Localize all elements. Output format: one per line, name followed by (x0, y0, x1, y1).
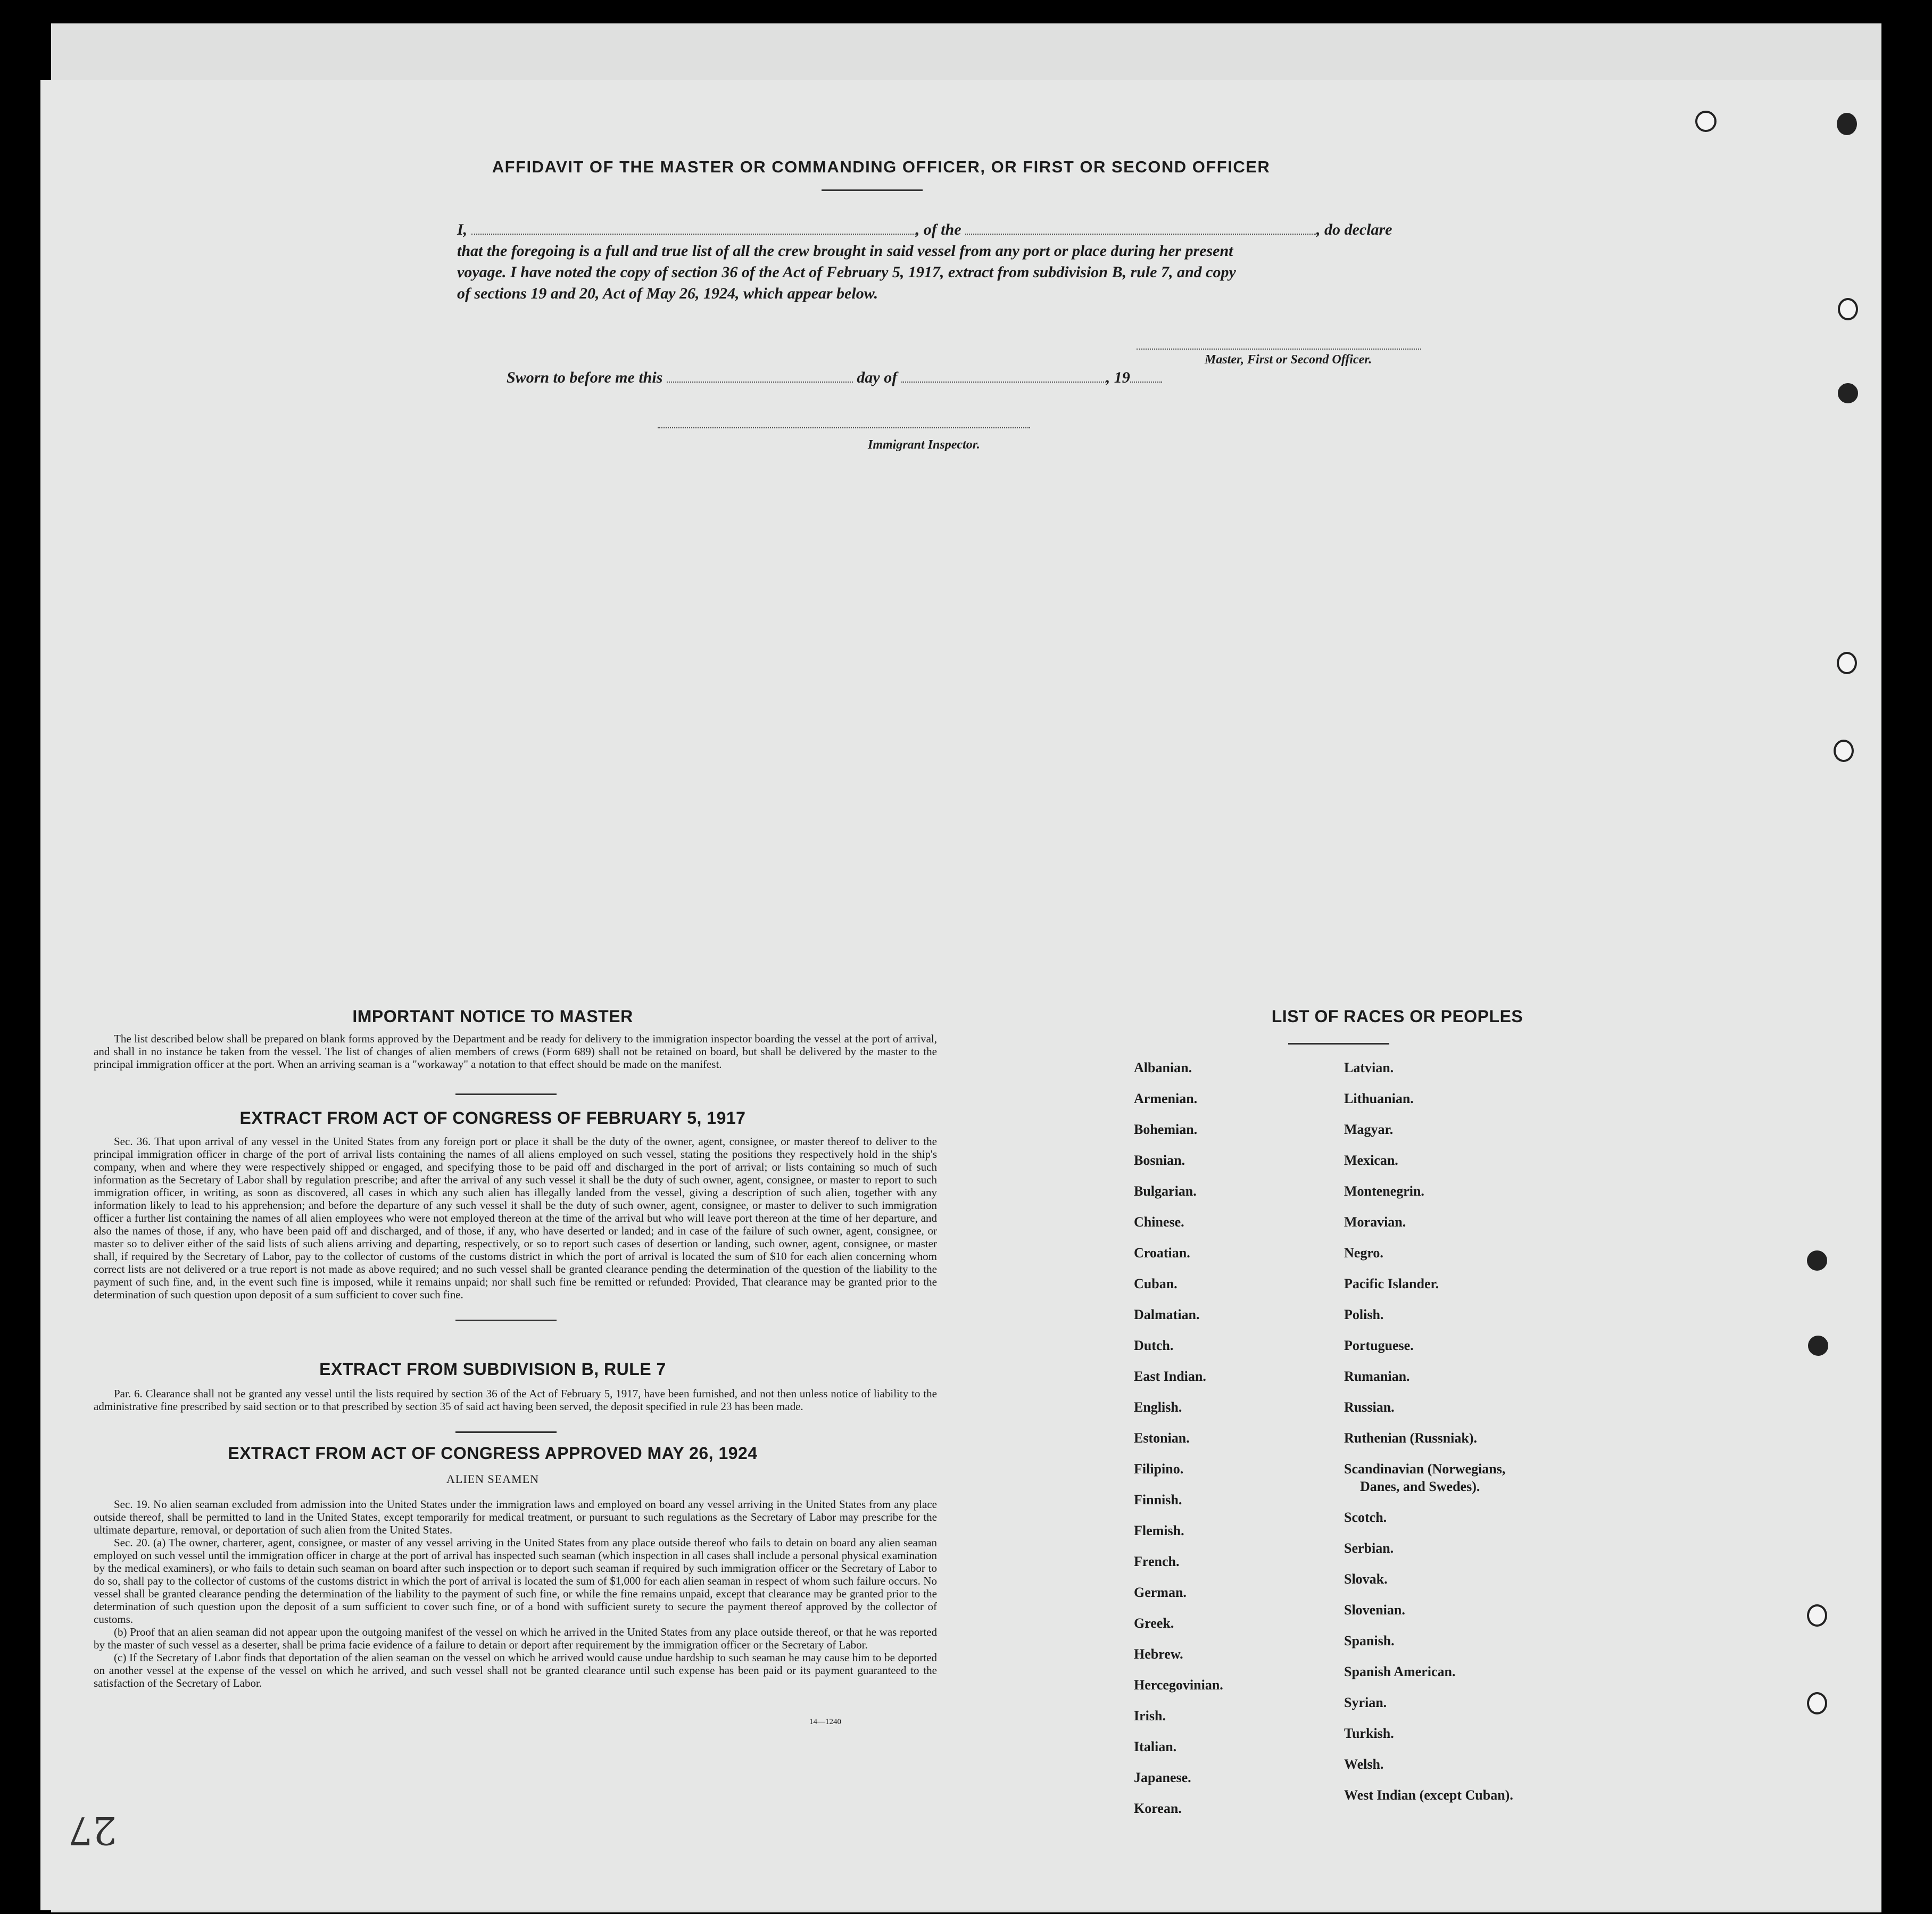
race-item: Turkish. (1344, 1726, 1394, 1741)
binder-hole (1834, 740, 1854, 762)
race-item: Dutch. (1134, 1338, 1174, 1353)
affidavit-line-1 (457, 219, 1535, 241)
document-page (40, 80, 1881, 1910)
day-of-label: day of (857, 369, 898, 386)
section-20c-paragraph: (c) If the Secretary of Labor finds that deportation of the alien seaman on the vessel on which he arrived would cause undue hardship to such seaman he may cause him to be deported on another vessel at the expense of the vessel on which he arrived, and such vessel shall not be granted clearance until such expense has been paid or its payment guaranteed to the satisfaction of the Secretary of Labor. (94, 1651, 937, 1689)
race-item: Welsh. (1344, 1756, 1384, 1772)
race-item: English. (1134, 1399, 1182, 1415)
vessel-name-blank[interactable] (965, 221, 1316, 235)
sworn-month-blank[interactable] (901, 369, 1106, 383)
master-name-blank[interactable] (471, 221, 916, 235)
extract-1924-heading: EXTRACT FROM ACT OF CONGRESS APPROVED MAY 26, 1924 (228, 1444, 758, 1463)
race-item: Pacific Islander. (1344, 1276, 1439, 1291)
binder-hole (1808, 1336, 1828, 1356)
section-20b-paragraph: (b) Proof that an alien seaman did not appear upon the outgoing manifest of the vessel on which he arrived in the United States from any place outside thereof, or that he was reported by the master of such vessel as a deserter, shall be prima facie evidence of a failure to detain or deport after requirement by the immigration officer or the Secretary of Labor. (94, 1626, 937, 1651)
race-item: Scotch. (1344, 1510, 1387, 1525)
affidavit-i-label: I, (457, 221, 468, 238)
section-36-paragraph: Sec. 36. That upon arrival of any vessel in the United States from any foreign port or place it shall be the duty of the owner, agent, consignee, or master thereof to deliver to the principal immigration officer in charge of the port of arrival lists containing the names of all aliens employed on such vessel, stating the positions they respectively hold in the ship's company, when and where they were respectively shipped or engaged, and specifying those to be paid off and discharged in the port of arrival; or lists containing so much of such information as the Secretary of Labor shall by regulation prescribe; and after the arrival of any such vessel it shall be the duty of such owner, agent, consignee, or master to report to such immigration officer, in writing, as soon as discovered, all cases in which any such alien has illegally landed from the vessel, giving a description of such alien, together with any information likely to lead to his apprehension; and before the departure of any such vessel it shall be the duty of such owner, agent, consignee, or master to deliver to such immigration officer a further list containing the names of all alien employees who were not employed thereon at the time of the arrival but who will leave port thereon at the time of her departure, and also the names of those, if any, who have been paid off and discharged, and of those, if any, who have deserted or landed; and in case of the failure of such owner, agent, consignee, or master so to deliver either of the said lists of such aliens arriving and departing, respectively, or so to report such cases of desertion or landing, such owner, agent, consignee, or master shall, if required by the Secretary of Labor, pay to the collector of customs of the customs district in which the port of arrival is located the sum of $10 for each alien concerning whom correct lists are not delivered or a true report is not made as above required; and no such vessel shall be granted clearance pending the determination of the question of the liability to the payment of such fine, and, in the event such fine is imposed, while it remains unpaid; nor shall such fine be remitted or refunded: Provided, That clearance may be granted prior to the determination of such question upon deposit of a sum sufficient to cover such fine. (94, 1135, 937, 1301)
race-item: Spanish. (1344, 1633, 1395, 1648)
race-item: Flemish. (1134, 1523, 1184, 1538)
race-item: Japanese. (1134, 1770, 1191, 1785)
race-item: Lithuanian. (1344, 1091, 1414, 1106)
of-the-label: , of the (915, 221, 961, 238)
affidavit-line-4: of sections 19 and 20, Act of May 26, 1924, which appear below. (457, 285, 878, 302)
race-item: Portuguese. (1344, 1338, 1414, 1353)
binder-hole (1838, 383, 1858, 403)
form-number: 14—1240 (809, 1718, 841, 1726)
race-item: Hebrew. (1134, 1646, 1183, 1662)
notice-paragraph: The list described below shall be prepared on blank forms approved by the Department and be ready for delivery to the immigration inspector boarding the vessel at the port of arrival, and shall in no instance be taken from the vessel. The list of changes of alien members of crews (Form 689) shall not be retained on board, but shall be delivered by the master to the principal immigration officer at the port. When an arriving seaman is a "workaway" a notation to that effect should be made on the manifest. (94, 1032, 937, 1071)
notice-text (94, 1032, 937, 1071)
race-item: Russian. (1344, 1399, 1395, 1415)
sworn-label: Sworn to before me this (507, 369, 663, 386)
race-item: Magyar. (1344, 1122, 1394, 1137)
race-item: Latvian. (1344, 1060, 1394, 1075)
master-signature-label: Master, First or Second Officer. (1205, 353, 1372, 367)
extract-1924-text (94, 1498, 937, 1689)
race-item: Korean. (1134, 1801, 1182, 1816)
race-item: Negro. (1344, 1245, 1383, 1261)
rule-7-rule (455, 1431, 557, 1433)
races-heading: LIST OF RACES OR PEOPLES (1271, 1007, 1523, 1026)
race-item: Mexican. (1344, 1153, 1398, 1168)
binder-hole (1837, 113, 1857, 135)
inspector-signature-line[interactable] (658, 427, 1030, 428)
race-item: Filipino. (1134, 1461, 1184, 1477)
do-declare-label: , do declare (1316, 221, 1392, 238)
sworn-line (507, 367, 1162, 388)
race-item: Danes, and Swedes). (1360, 1479, 1480, 1494)
race-item: Armenian. (1134, 1091, 1198, 1106)
extract-1917-heading: EXTRACT FROM ACT OF CONGRESS OF FEBRUARY 5, 1917 (239, 1108, 746, 1128)
affidavit-line-3: voyage. I have noted the copy of section 36 of the Act of February 5, 1917, extract from subdivision B, rule 7, and copy (457, 263, 1236, 281)
extract-1917-rule (455, 1320, 557, 1321)
alien-seamen-subheading: ALIEN SEAMEN (446, 1472, 539, 1486)
races-left-column (1134, 1053, 1336, 1824)
rule-7-text (94, 1387, 937, 1413)
race-item: Hercegovinian. (1134, 1677, 1223, 1693)
race-item: Italian. (1134, 1739, 1177, 1754)
affidavit-line-2: that the foregoing is a full and true list of all the crew brought in said vessel from any port or place during her present (457, 242, 1233, 260)
race-item: Bohemian. (1134, 1122, 1198, 1137)
affidavit-title: AFFIDAVIT OF THE MASTER OR COMMANDING OFFICER, OR FIRST OR SECOND OFFICER (492, 158, 1271, 176)
race-item: Finnish. (1134, 1492, 1182, 1507)
master-signature-line[interactable] (1137, 349, 1421, 350)
race-item: French. (1134, 1554, 1180, 1569)
race-item: Serbian. (1344, 1540, 1394, 1556)
binder-hole (1695, 111, 1717, 132)
race-item: Ruthenian (Russniak). (1344, 1430, 1477, 1446)
rule-7-heading: EXTRACT FROM SUBDIVISION B, RULE 7 (319, 1360, 666, 1379)
section-20a-paragraph: Sec. 20. (a) The owner, charterer, agent, consignee, or master of any vessel arriving in the United States from any place outside thereof who fails to detain on board any alien seaman employed on such vessel until the immigration officer in charge at the port of arrival has inspected such seaman (which inspection in all cases shall include a personal physical examination by the medical examiners), or who fails to detain such seaman on board after such inspection or to deport such seaman if required by such immigration officer or the Secretary of Labor to do so, shall pay to the collector of customs of the customs district in which the port of arrival is located the sum of $1,000 for each alien seaman in respect of whom such failure occurs. No vessel shall be granted clearance pending the determination of the liability to the payment of such fine, or while the fine remains unpaid, except that clearance may be granted prior to the determination of such question upon the deposit of a sum sufficient to cover such fine, or of a bond with sufficient surety to secure the payment thereof approved by the collector of customs. (94, 1536, 937, 1626)
title-rule (822, 189, 923, 191)
races-rule (1288, 1043, 1389, 1045)
section-19-paragraph: Sec. 19. No alien seaman excluded from admission into the United States under the immigration laws and employed on board any vessel arriving in the United States from any place outside thereof, shall be permitted to land in the United States, except temporarily for medical treatment, or pursuant to such regulations as the Secretary of Labor may prescribe for the ultimate departure, removal, or deportation of such alien from the United States. (94, 1498, 937, 1536)
notice-rule (455, 1093, 557, 1095)
race-item: Polish. (1344, 1307, 1384, 1322)
race-item: Scandinavian (Norwegians, (1344, 1461, 1506, 1477)
race-item: Moravian. (1344, 1214, 1406, 1230)
par-6-paragraph: Par. 6. Clearance shall not be granted any vessel until the lists required by section 36 of the Act of February 5, 1917, have been furnished, and not then unless notice of liability to the administrative fine prescribed by said section or to that prescribed by section 35 of said act having been served, the deposit specified in rule 23 has been made. (94, 1387, 937, 1413)
sworn-day-blank[interactable] (667, 369, 853, 383)
race-item: Slovenian. (1344, 1602, 1405, 1618)
race-item: Albanian. (1134, 1060, 1192, 1075)
race-item: Bulgarian. (1134, 1183, 1197, 1199)
races-right-column (1344, 1053, 1621, 1811)
race-item: East Indian. (1134, 1369, 1206, 1384)
race-item: Montenegrin. (1344, 1183, 1424, 1199)
handwritten-page-number: 27 (68, 1808, 117, 1853)
race-item: Slovak. (1344, 1571, 1388, 1587)
sworn-year-blank[interactable] (1130, 369, 1162, 383)
extract-1917-text (94, 1135, 937, 1301)
binder-hole (1837, 652, 1857, 674)
race-item: Irish. (1134, 1708, 1166, 1724)
binder-hole (1807, 1604, 1827, 1627)
race-item: Syrian. (1344, 1695, 1387, 1710)
race-item: Bosnian. (1134, 1153, 1185, 1168)
race-item: Chinese. (1134, 1214, 1184, 1230)
race-item: Spanish American. (1344, 1664, 1456, 1679)
inspector-label: Immigrant Inspector. (868, 438, 980, 452)
binder-hole (1807, 1692, 1827, 1714)
binder-hole (1838, 298, 1858, 320)
race-item: Dalmatian. (1134, 1307, 1200, 1322)
race-item: German. (1134, 1585, 1187, 1600)
race-item: Rumanian. (1344, 1369, 1410, 1384)
race-item: Estonian. (1134, 1430, 1190, 1446)
race-item: Croatian. (1134, 1245, 1190, 1261)
notice-heading: IMPORTANT NOTICE TO MASTER (352, 1007, 633, 1026)
race-item: West Indian (except Cuban). (1344, 1787, 1513, 1803)
year-label: , 19 (1106, 369, 1130, 386)
binder-hole (1807, 1250, 1827, 1271)
race-item: Cuban. (1134, 1276, 1178, 1291)
race-item: Greek. (1134, 1615, 1174, 1631)
